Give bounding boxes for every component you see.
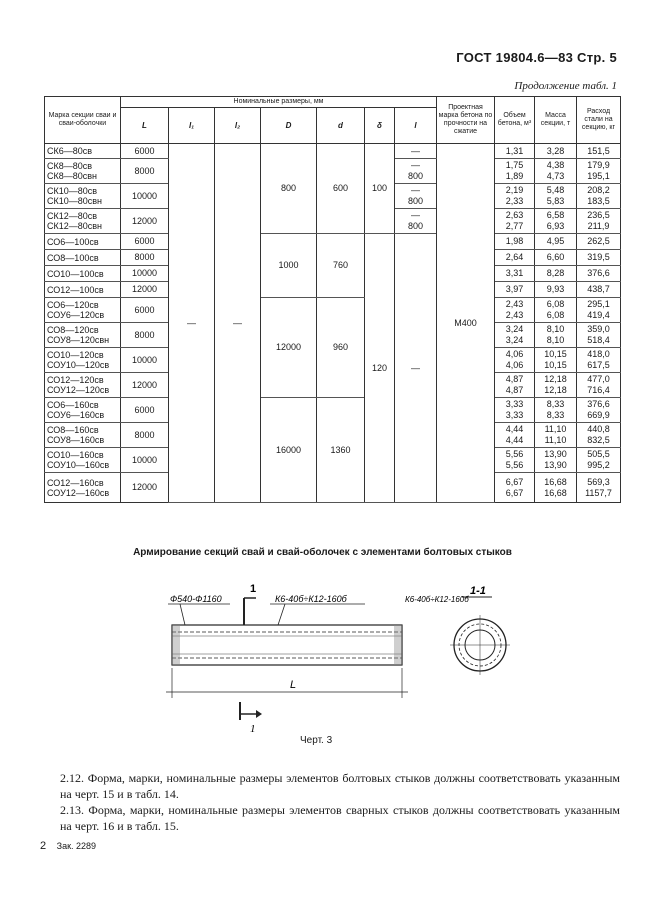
cell-line: СО12—100св — [47, 284, 104, 295]
l2-cell: — — [215, 144, 261, 503]
L-cell: 6000 — [121, 144, 169, 159]
section-mark-top: 1 — [250, 583, 257, 595]
cell-line: 1,75 — [505, 160, 524, 170]
cell-line: СО6—120св — [47, 300, 99, 310]
cell-line: 2,43 — [505, 299, 524, 309]
cell-line: 438,7 — [587, 284, 610, 294]
steel-cell — [577, 348, 621, 373]
cell-line: 5,56 — [505, 460, 524, 470]
mass-cell — [535, 398, 577, 423]
cell-line: 3,97 — [505, 284, 524, 294]
l1-cell: — — [169, 144, 215, 503]
cell-line: 11,10 — [544, 424, 567, 434]
steel-cell — [577, 282, 621, 298]
cell-line: 262,5 — [587, 236, 610, 246]
paragraph-2-13: 2.13. Форма, марки, номинальные размеры элементов сварных стыков должны соответствовать указанным на черт. 16 и в табл. 15. — [60, 803, 620, 833]
cell-line: СК6—80св — [47, 146, 93, 156]
cell-line: СОУ10—120св — [47, 360, 110, 370]
cell-line: СО10—160св — [47, 450, 104, 460]
d-cell: 960 — [317, 298, 365, 398]
mark-cell — [45, 266, 121, 282]
volume-cell — [495, 373, 535, 398]
label-mid: К6-40б÷К12-160б — [275, 594, 347, 604]
steel-cell — [577, 266, 621, 282]
cell-line: — — [411, 160, 420, 170]
cell-line: 8,33 — [546, 410, 565, 420]
cell-line: 2,77 — [505, 221, 524, 231]
cell-line: 419,4 — [587, 310, 610, 320]
cell-line: СК8—80св — [47, 161, 93, 171]
cell-line: СОУ12—160св — [47, 487, 110, 498]
cell-line: 518,4 — [587, 335, 610, 345]
cell-line: 4,44 — [505, 435, 524, 445]
mark-cell — [45, 144, 121, 159]
header-L: L — [121, 108, 169, 144]
header-d: d — [317, 108, 365, 144]
cell-line: 10,15 — [544, 349, 567, 359]
dimension-L: L — [290, 679, 297, 691]
mass-cell — [535, 473, 577, 503]
cell-line: 13,90 — [544, 460, 567, 470]
d-cell: 600 — [317, 144, 365, 234]
volume-cell — [495, 473, 535, 503]
D-cell: 1000 — [261, 234, 317, 298]
volume-cell — [495, 250, 535, 266]
cell-line: — — [411, 210, 420, 220]
L-cell: 10000 — [121, 266, 169, 282]
pile-outline — [172, 625, 402, 665]
cell-line: 4,38 — [546, 160, 565, 170]
cell-line: 2,63 — [505, 210, 524, 220]
L-cell: 8000 — [121, 159, 169, 184]
mark-cell — [45, 282, 121, 298]
cell-line: 9,93 — [546, 284, 565, 294]
cell-line: 183,5 — [587, 196, 610, 206]
cell-line: 376,6 — [587, 399, 610, 409]
D-cell: 12000 — [261, 298, 317, 398]
steel-cell — [577, 398, 621, 423]
mass-cell — [535, 234, 577, 250]
concrete-cell: М400 — [437, 144, 495, 503]
mass-cell — [535, 348, 577, 373]
cell-line: СО6—100св — [47, 236, 99, 247]
L-cell: 10000 — [121, 348, 169, 373]
header-l: l — [395, 108, 437, 144]
mark-cell — [45, 398, 121, 423]
label-left: Ф540-Ф1160 — [170, 594, 222, 604]
volume-cell — [495, 348, 535, 373]
cell-line: 8,10 — [546, 335, 565, 345]
cell-line: 3,33 — [505, 410, 524, 420]
volume-cell — [495, 234, 535, 250]
l-cell — [395, 159, 437, 184]
cell-line: 1,31 — [505, 145, 524, 156]
cell-line: 6,67 — [505, 487, 524, 498]
mass-cell — [535, 323, 577, 348]
figure-title: Армирование секций свай и свай-оболочек с элементами болтовых стыков — [133, 547, 512, 558]
mass-cell — [535, 423, 577, 448]
table-row — [45, 234, 621, 250]
L-cell: 6000 — [121, 398, 169, 423]
d-cell: 760 — [317, 234, 365, 298]
cell-line: СК8—80свн — [47, 171, 98, 181]
volume-cell — [495, 209, 535, 234]
cell-line: 669,9 — [587, 410, 610, 420]
header-volume: Объем бетона, м³ — [495, 97, 535, 144]
reinforcement-drawing — [150, 580, 520, 720]
cell-line: СО8—160св — [47, 425, 99, 435]
header-l1: l₁ — [169, 108, 215, 144]
header-steel: Расход стали на секцию, кг — [577, 97, 621, 144]
cell-line: 4,95 — [546, 236, 565, 246]
cell-line: 800 — [407, 196, 424, 206]
mass-cell — [535, 373, 577, 398]
cell-line: 12,18 — [544, 374, 567, 384]
cell-line: 16,68 — [544, 487, 567, 498]
cell-line: 8,33 — [546, 399, 565, 409]
delta-cell: 100 — [365, 144, 395, 234]
mark-cell — [45, 209, 121, 234]
mark-cell — [45, 298, 121, 323]
page-number: 2 — [40, 840, 47, 852]
header-D: D — [261, 108, 317, 144]
cell-line: 2,43 — [505, 310, 524, 320]
l-cell — [395, 144, 437, 159]
cell-line: СО12—120св — [47, 375, 104, 385]
cell-line: 6,67 — [505, 476, 524, 487]
header-concrete: Проектная марка бетона по прочности на сжатие — [437, 97, 495, 144]
steel-cell — [577, 250, 621, 266]
cell-line: 208,2 — [587, 185, 610, 195]
cell-line: 295,1 — [587, 299, 610, 309]
mark-cell — [45, 348, 121, 373]
cell-line: 319,5 — [587, 252, 610, 262]
cell-line: СОУ6—160св — [47, 410, 105, 420]
volume-cell — [495, 323, 535, 348]
cell-line: 6,58 — [546, 210, 565, 220]
cell-line: СОУ10—160св — [47, 460, 110, 470]
cell-line: 236,5 — [587, 210, 610, 220]
cell-line: 4,44 — [505, 424, 524, 434]
cell-line: 617,5 — [587, 360, 610, 370]
cell-line: СОУ6—120св — [47, 310, 105, 320]
mass-cell — [535, 266, 577, 282]
cell-line: 359,0 — [587, 324, 610, 334]
mark-cell — [45, 323, 121, 348]
L-cell: 12000 — [121, 373, 169, 398]
steel-cell — [577, 234, 621, 250]
cell-line: 6,08 — [546, 299, 565, 309]
cell-line: 4,87 — [505, 374, 524, 384]
L-cell: 6000 — [121, 298, 169, 323]
cell-line: 3,24 — [505, 324, 524, 334]
cell-line: 569,3 — [587, 476, 610, 487]
volume-cell — [495, 282, 535, 298]
figure-caption: Черт. 3 — [300, 735, 333, 746]
cell-line: 832,5 — [587, 435, 610, 445]
volume-cell — [495, 298, 535, 323]
cell-line: 505,5 — [587, 449, 610, 459]
steel-cell — [577, 209, 621, 234]
cell-line: 800 — [407, 221, 424, 231]
cell-line: 6,08 — [546, 310, 565, 320]
steel-cell — [577, 144, 621, 159]
D-cell: 16000 — [261, 398, 317, 503]
cell-line: 4,06 — [505, 360, 524, 370]
l-cell — [395, 209, 437, 234]
table-continuation-label: Продолжение табл. 1 — [514, 80, 617, 92]
cell-line: 4,87 — [505, 385, 524, 395]
cell-line: 179,9 — [587, 160, 610, 170]
cell-line: 5,48 — [546, 185, 565, 195]
L-cell: 12000 — [121, 209, 169, 234]
cell-line: 5,83 — [546, 196, 565, 206]
cell-line: 477,0 — [587, 374, 610, 384]
mark-cell — [45, 448, 121, 473]
mass-cell — [535, 209, 577, 234]
order-number: Зак. 2289 — [56, 841, 97, 851]
cell-line: 195,1 — [587, 171, 610, 181]
L-cell: 10000 — [121, 448, 169, 473]
cell-line: 418,0 — [587, 349, 610, 359]
mass-cell — [535, 298, 577, 323]
table-row — [45, 398, 621, 423]
cell-line: 12,18 — [544, 385, 567, 395]
volume-cell — [495, 159, 535, 184]
cell-line: 716,4 — [587, 385, 610, 395]
volume-cell — [495, 423, 535, 448]
cell-line: 6,93 — [546, 221, 565, 231]
cell-line: 1,98 — [505, 236, 524, 246]
cell-line: 995,2 — [587, 460, 610, 470]
cell-line: 151,5 — [587, 145, 610, 156]
L-cell: 8000 — [121, 323, 169, 348]
header-mass: Масса секции, т — [535, 97, 577, 144]
mark-cell — [45, 184, 121, 209]
steel-cell — [577, 184, 621, 209]
L-cell: 12000 — [121, 473, 169, 503]
table-row — [45, 144, 621, 159]
cell-line: СК12—80св — [47, 211, 98, 221]
table-row — [45, 298, 621, 323]
cell-line: СО10—120св — [47, 350, 104, 360]
cell-line: 3,24 — [505, 335, 524, 345]
d-cell: 1360 — [317, 398, 365, 503]
cell-line: СОУ12—120св — [47, 385, 110, 395]
l-cell: — — [395, 234, 437, 503]
L-cell: 8000 — [121, 423, 169, 448]
steel-cell — [577, 473, 621, 503]
L-cell: 12000 — [121, 282, 169, 298]
volume-cell — [495, 144, 535, 159]
svg-text:1: 1 — [250, 723, 256, 735]
mark-cell — [45, 373, 121, 398]
label-right: К6-40б÷К12-160б — [405, 595, 469, 604]
paragraph-2-12: 2.12. Форма, марки, номинальные размеры элементов болтовых стыков должны соответствовать указанным на черт. 15 и в табл. 14. — [60, 771, 620, 801]
L-cell: 10000 — [121, 184, 169, 209]
cell-line: СО8—120св — [47, 325, 99, 335]
cell-line: СК12—80свн — [47, 221, 103, 231]
cell-line: — — [411, 185, 420, 195]
cell-line: 211,9 — [587, 221, 610, 231]
steel-cell — [577, 373, 621, 398]
cell-line: 2,64 — [505, 252, 524, 262]
cell-line: СО12—160св — [47, 477, 104, 488]
mass-cell — [535, 144, 577, 159]
page-header: ГОСТ 19804.6—83 Стр. 5 — [456, 50, 617, 65]
cell-line: 3,28 — [546, 145, 565, 156]
cell-line: СОУ8—160св — [47, 435, 105, 445]
cell-line: СО8—100св — [47, 252, 99, 263]
cell-line: 440,8 — [587, 424, 610, 434]
mass-cell — [535, 282, 577, 298]
cell-line: 3,33 — [505, 399, 524, 409]
section-title: 1-1 — [470, 585, 486, 597]
volume-cell — [495, 448, 535, 473]
cell-line: СК10—80свн — [47, 196, 103, 206]
cell-line: СОУ8—120свн — [47, 335, 110, 345]
piles-table — [44, 96, 621, 503]
header-delta: δ — [365, 108, 395, 144]
mark-cell — [45, 473, 121, 503]
steel-cell — [577, 423, 621, 448]
header-mark: Марка секции сваи и сваи-оболочки — [45, 97, 121, 144]
steel-cell — [577, 298, 621, 323]
mark-cell — [45, 423, 121, 448]
cell-line: 5,56 — [505, 449, 524, 459]
page-footer — [40, 840, 96, 852]
header-nominal: Номинальные размеры, мм — [121, 97, 437, 108]
steel-cell — [577, 323, 621, 348]
cell-line: 4,73 — [546, 171, 565, 181]
L-cell: 8000 — [121, 250, 169, 266]
l-cell — [395, 184, 437, 209]
cell-line: 2,33 — [505, 196, 524, 206]
cell-line: 8,28 — [546, 268, 565, 278]
section-arrow-bottom — [236, 700, 266, 735]
cell-line: 6,60 — [546, 252, 565, 262]
cell-line: СО6—160св — [47, 400, 99, 410]
mark-cell — [45, 234, 121, 250]
mass-cell — [535, 250, 577, 266]
mass-cell — [535, 184, 577, 209]
mark-cell — [45, 159, 121, 184]
cell-line: 10,15 — [544, 360, 567, 370]
cell-line: 8,10 — [546, 324, 565, 334]
cell-line: 1157,7 — [585, 487, 612, 498]
cell-line: 16,68 — [544, 476, 567, 487]
volume-cell — [495, 184, 535, 209]
mass-cell — [535, 159, 577, 184]
cell-line: 13,90 — [544, 449, 567, 459]
cell-line: 4,06 — [505, 349, 524, 359]
cell-line: 1,89 — [505, 171, 524, 181]
cell-line: 2,19 — [505, 185, 524, 195]
volume-cell — [495, 398, 535, 423]
cell-line: — — [411, 145, 420, 156]
cell-line: 376,6 — [587, 268, 610, 278]
steel-cell — [577, 159, 621, 184]
mark-cell — [45, 250, 121, 266]
volume-cell — [495, 266, 535, 282]
cell-line: 800 — [407, 171, 424, 181]
header-l2: l₂ — [215, 108, 261, 144]
delta-cell: 120 — [365, 234, 395, 503]
L-cell: 6000 — [121, 234, 169, 250]
mass-cell — [535, 448, 577, 473]
cell-line: 11,10 — [544, 435, 567, 445]
steel-cell — [577, 448, 621, 473]
cell-line: СО10—100св — [47, 268, 104, 279]
cell-line: 3,31 — [505, 268, 524, 278]
cell-line: СК10—80св — [47, 186, 98, 196]
D-cell: 800 — [261, 144, 317, 234]
